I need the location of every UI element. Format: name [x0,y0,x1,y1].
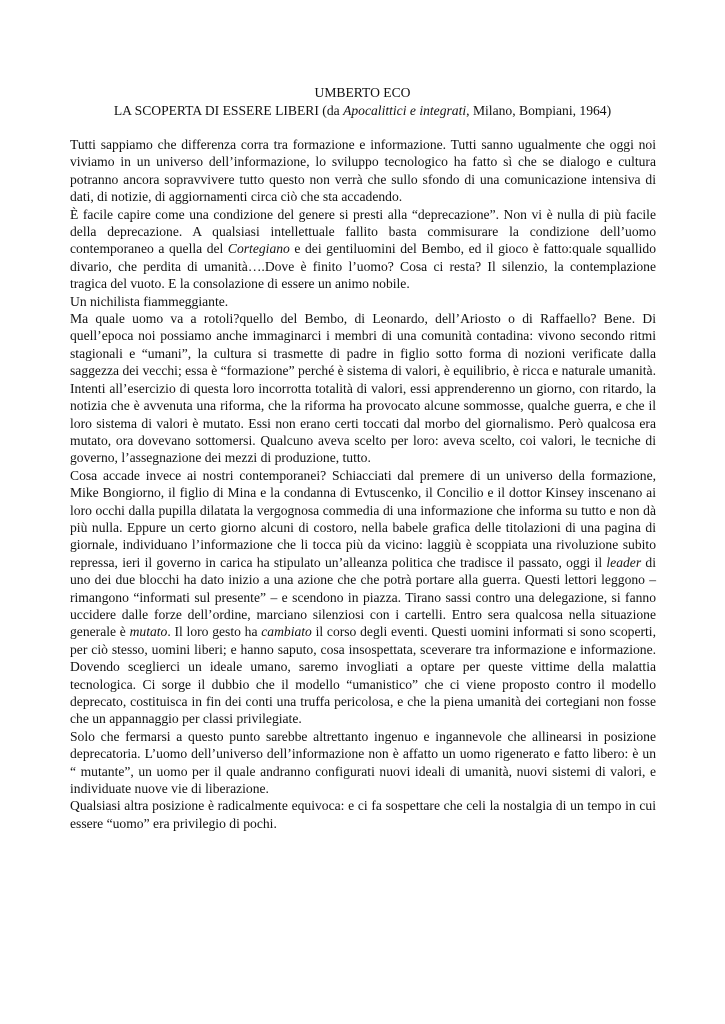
paragraph [70,206,656,293]
title-suffix: , Milano, Bompiani, 1964) [466,103,612,118]
paragraph [70,467,656,728]
italic-text-run: Cortegiano [227,241,290,257]
text-run: e dei gentiluomini del Bembo, ed il gioco è fatto:quale squallido divario, che perdita di umanità….Dove è finito l’uomo? Cosa ci resta? Il silenzio, la contemplazione tragica del vuoto. E la consolazione di essere un animo nobile. [70,241,657,292]
text-run: Un nichilista fiammeggiante. [70,293,229,309]
paragraph [70,728,656,798]
text-run: Qualsiasi altra posizione è radicalmente equivoca: e ci fa sospettare che celi la nostalgia di un tempo in cui essere “uomo” era privilegio di pochi. [70,798,656,831]
text-run: È facile capire come una condizione del genere si presti alla “deprecazione”. Non vi è nulla di più facile della deprecazione. A qualsiasi intellettuale fallito basta commisurare la condizione dell’uomo contemporaneo a quella del [70,206,656,257]
title-prefix: LA SCOPERTA DI ESSERE LIBERI (da [113,103,344,118]
paragraph [70,136,656,206]
author-name: UMBERTO ECO [314,85,411,100]
document-header [70,84,655,120]
text-run: di uno dei due blocchi ha dato inizio a una azione che che potrà portare alla guerra. Questi lettori leggono – rimangono “informati sul presente” – e scendono in piazza. Tirano sassi contro una delegazione, si fanno uccidere dalle forze dell’ordine, marciano silenziosi con i cartelli. Entro sera qualcosa nella situazione generale è [70,554,656,640]
document-body [70,136,656,832]
paragraph [70,797,656,832]
text-run: Ma quale uomo va a rotoli?quello del Bembo, di Leonardo, dell’Ariosto o di Raffaello? Bene. Di quell’epoca noi possiamo anche immaginarci i membri di una comunità contadina: vivono secondo ritmi stagionali e “umani”, la cultura si trasmette di padre in figlio sotto forma di nozioni verificate dalla saggezza dei vecchi; essa è “formazione” perché è sistema di valori, è equilibrio, è ricca e naturale umanità. Intenti all’esercizio di questa loro incorrotta totalità di valori, essi apprenderenno un giorno, con ritardo, la notizia che è avvenuta una riforma, che la riforma ha provocato alcune sommosse, qualche guerra, e che il loro sistema di valori è mutato. Essi non erano certi toccati dal morbo del giornalismo. Però qualcosa era mutato, ora dovevano sottomersi. Qualcuno aveva scelto per loro: aveva scelto, coi valori, le tecniche di governo, l’assegnazione dei mezzi di produzione, tutto. [70,311,656,466]
paragraph [70,310,656,467]
text-run: il corso degli eventi. Questi uomini informati si sono scoperti, per ciò stesso, uomini liberi; e hanno saputo, cosa insospettata, sceverare tra informazione e informazione. Dovendo sceglierci un ideale umano, saremo invogliati a optare per queste vittime della malattia tecnologica. Ci sorge il dubbio che il modello “umanistico” che ci viene proposto contro il modello deprecato, costituisca in fin dei conti una truffa pericolosa, e che la piena umanità dei cortegiani non fosse che un appannaggio per classi privilegiate. [70,624,656,727]
document-title [70,102,655,120]
italic-text-run: leader [606,554,642,570]
title-book-name: Apocalittici e integrati [343,103,467,118]
text-run: . Il loro gesto ha [167,624,262,640]
italic-text-run: mutato [129,624,168,640]
paragraph [70,293,656,310]
text-run: Tutti sappiamo che differenza corra tra formazione e informazione. Tutti sanno ugualmente che oggi noi viviamo in un universo dell’informazione, lo sviluppo tecnologico ha fatto sì che se dialogo e cultura potranno ancora sopravvivere tutto questo non verrà che sullo sfondo di una comunicazione intensiva di dati, di notizie, di aggiornamenti circa ciò che sta accadendo. [70,137,656,205]
text-run: Solo che fermarsi a questo punto sarebbe altrettanto ingenuo e ingannevole che allinearsi in posizione deprecatoria. L’uomo dell’universo dell’informazione non è affatto un uomo rigenerato e fatto libero: è un “ mutante”, un uomo per il quale andranno configurati nuovi ideali di umanità, nuovi sistemi di valori, e individuate nuove vie di liberazione. [70,728,656,797]
italic-text-run: cambiato [261,624,312,640]
text-run: Cosa accade invece ai nostri contemporanei? Schiacciati dal premere di un universo della formazione, Mike Bongiorno, il figlio di Mina e la condanna di Evtuscenko, il Concilio e il dottor Kinsey inscenano ai loro occhi dalla pupilla dilatata la vergognosa commedia di una informazione che informa su tutto e non dà più nulla. Eppure un certo giorno alcuni di costoro, nella babele grafica delle titolazioni di una pagina di giornale, individuano l’informazione che li tocca più da vicino: laggiù è scoppiata una rivoluzione subito repressa, ieri il governo in carica ha stipulato un’alleanza politica che tradisce il passato, oggi il [70,467,656,570]
